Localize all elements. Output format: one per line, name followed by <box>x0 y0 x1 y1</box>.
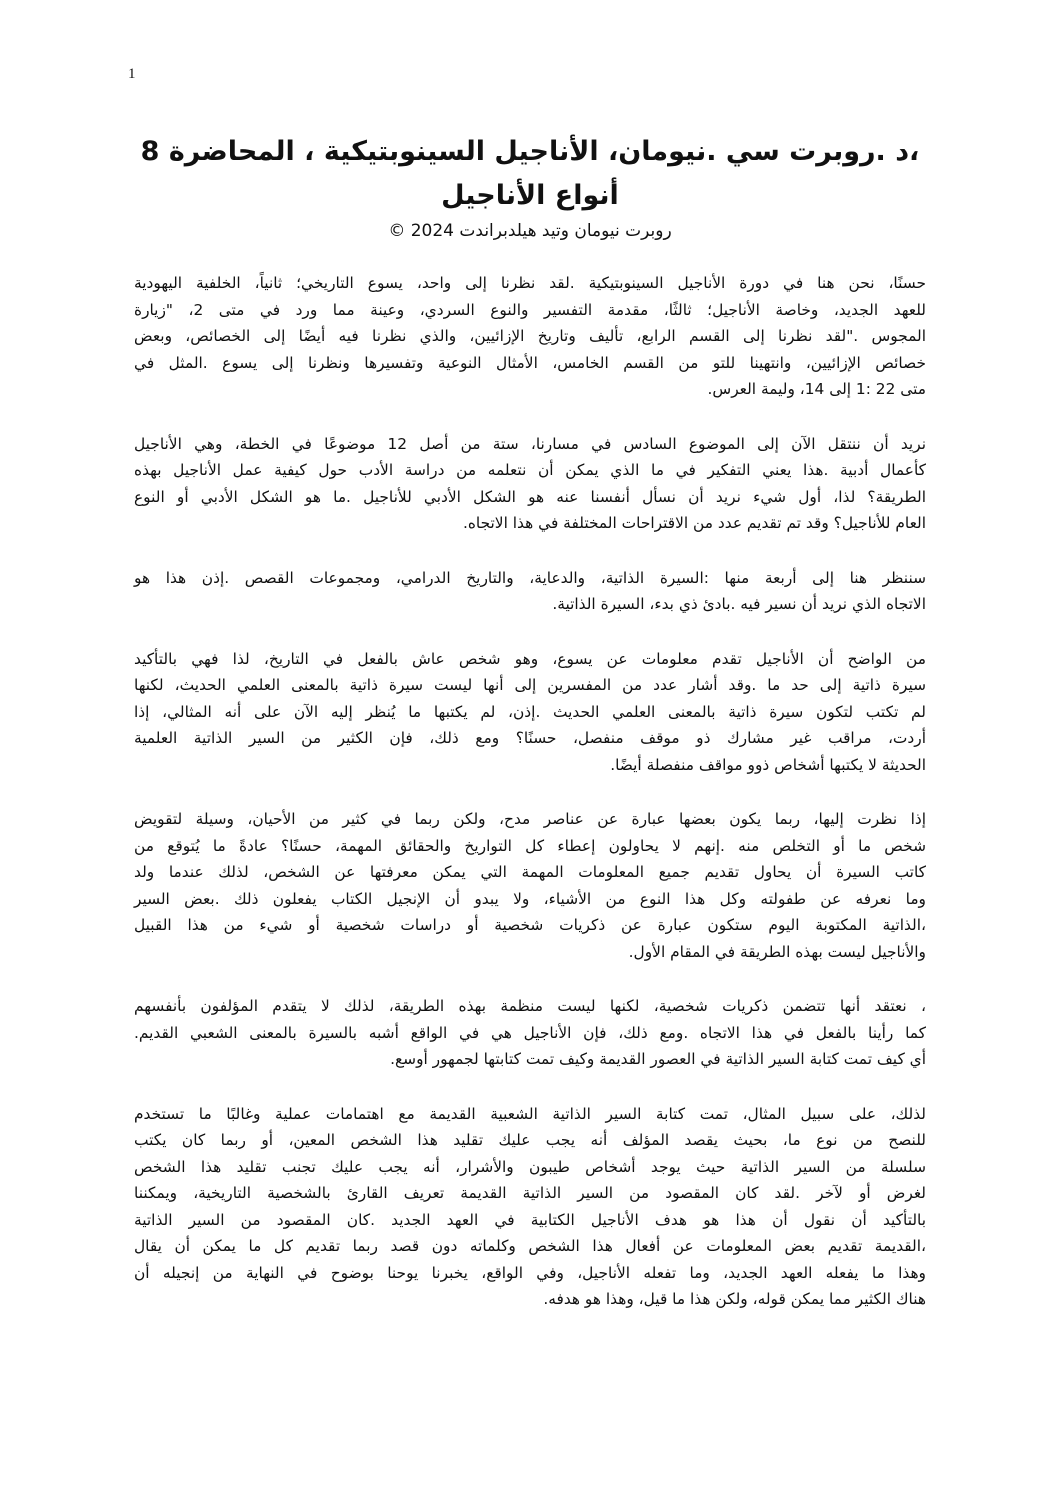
paragraph-line: كما رأينا بالفعل في هذا الاتجاه .ومع ذلك، فإن الأناجيل هي في الواقع أشبه بالسيرة بالمعنى الشعبي القديم. <box>134 1023 926 1042</box>
paragraph <box>134 565 926 618</box>
paragraph-line: خصائص الإزائيين، وانتهينا للتو من القسم الخامس، الأمثال النوعية وتفسيرها ونظرنا إلى يسوع .المثل في <box>134 353 926 372</box>
paragraph-line: سننظر هنا إلى أربعة منها :السيرة الذاتية، والدعاية، والتاريخ الدرامي، ومجموعات القصص .إذن هذا هو <box>134 568 926 587</box>
paragraph-line: كاتب السيرة أن يحاول تقديم جميع المعلومات المهمة التي يمكن معرفتها عن الشخص، لذلك عندما ولد <box>134 863 926 881</box>
paragraph-line: أردت، مراقب غير مشارك ذو موقف منفصل، حسنًا؟ ومع ذلك، فإن الكثير من السير الذاتية العلمية <box>134 729 926 747</box>
paragraph-line: من الواضح أن الأناجيل تقدم معلومات عن يسوع، وهو شخص عاش بالفعل في التاريخ، لذا فهي بالتأكيد <box>134 649 926 668</box>
paragraph-line: حسنًا، نحن هنا في دورة الأناجيل السينوبتيكية .لقد نظرنا إلى واحد، يسوع التاريخي؛ ثانياً، الخلفية اليهودية <box>134 274 926 292</box>
paragraph-line: لذلك، على سبيل المثال، تمت كتابة السير الذاتية الشعبية القديمة مع اهتمامات عملية وغالبًا ما تستخدم <box>134 1104 926 1123</box>
title-line: ،د .روبرت سي .نيومان، الأناجيل السينوبتيكية ، المحاضرة 8 <box>140 136 920 167</box>
copyright-line: روبرت نيومان وتيد هيلدبراندت 2024 © <box>388 221 672 241</box>
paragraph-line: ، نعتقد أنها تتضمن ذكريات شخصية، لكنها ليست منظمة بهذه الطريقة، لذلك لا يتقدم المؤلفون بأنفسهم <box>134 997 926 1015</box>
paragraph-line: أي كيف تمت كتابة السير الذاتية في العصور القديمة وكيف تمت كتابتها لجمهور أوسع. <box>390 1050 926 1068</box>
paragraph-line: سلسلة من السير الذاتية حيث يوجد أشخاص طيبون والأشرار، أنه يجب عليك تجنب تقليد هذا الشخص <box>134 1157 926 1176</box>
paragraph-line: شخص ما أو التخلص منه .إنهم لا يحاولون إعطاء كل التواريخ والحقائق المهمة، حسنًا؟ عادةً ما يُتوقع من <box>134 836 926 855</box>
title-line: أنواع الأناجيل <box>441 180 619 211</box>
paragraph-line: نريد أن ننتقل الآن إلى الموضوع السادس في مسارنا، ستة من أصل 12 موضوعًا في الخطة، وهي الأناجيل <box>134 434 926 453</box>
paragraph-line: للنصح من نوع ما، بحيث يقصد المؤلف أنه يجب عليك تقليد هذا الشخص المعين، أو ربما كان يكتب <box>134 1131 926 1149</box>
paragraph-line: كأعمال أدبية .هذا يعني التفكير في ما الذي يمكن أن نتعلمه من دراسة الأدب حول كيفية عمل الأناجيل بهذه <box>134 461 926 479</box>
paragraph-line: الطريقة؟ لذا، أول شيء نريد أن نسأل أنفسنا عنه هو الشكل الأدبي للأناجيل .ما هو الشكل الأدبي أو النوع <box>134 487 926 506</box>
paragraph-line: هناك الكثير مما يمكن قوله، ولكن هذا ما قيل، وهذا هو هدفه. <box>543 1290 926 1308</box>
paragraph-line: لم تكتب لتكون سيرة ذاتية بالمعنى العلمي الحديث .إذن، لم يكتبها ما يُنظر إليه الآن على أنه المثالي، إذا <box>134 702 926 721</box>
paragraph <box>134 270 926 403</box>
paragraph-line: الاتجاه الذي نريد أن نسير فيه .بادئ ذي بدء، السيرة الذاتية. <box>552 595 926 613</box>
paragraph-line: الحديثة لا يكتبها أشخاص ذوو مواقف منفصلة أيضًا. <box>610 755 926 774</box>
paragraph-line: ،الذاتية المكتوبة اليوم ستكون عبارة عن ذكريات شخصية أو دراسات شخصية أو شيء من هذا القبيل <box>134 916 926 934</box>
document-body <box>134 270 926 1341</box>
paragraph-line: وما نعرفه عن طفولته وكل هذا النوع من الأشياء، ولا يبدو أن الإنجيل الكتاب يفعلون ذلك .بعض السير <box>134 889 926 908</box>
paragraph-line: وهذا ما يفعله العهد الجديد، وما تفعله الأناجيل، وفي الواقع، يخبرنا يوحنا بوضوح في النهاية من إنجيله أن <box>134 1263 926 1282</box>
paragraph-line: العام للأناجيل؟ وقد تم تقديم عدد من الاقتراحات المختلفة في هذا الاتجاه. <box>462 514 926 532</box>
paragraph-line: متى 22 :1 إلى 14، وليمة العرس. <box>707 380 926 398</box>
paragraph-line: والأناجيل ليست بهذه الطريقة في المقام الأول. <box>628 942 926 961</box>
page-number: 1 <box>128 66 136 82</box>
paragraph-line: سيرة ذاتية إلى حد ما .وقد أشار عدد من المفسرين إلى أنها ليست سيرة ذاتية بالمعنى العلمي الحديث، لكنها <box>134 676 926 694</box>
paragraph <box>134 993 926 1073</box>
paragraph-line: المجوس ."لقد نظرنا إلى القسم الرابع، تأليف وتاريخ الإزائيين، والذي نظرنا فيه أيضًا إلى الخصائص، وبعض <box>134 327 926 345</box>
document-title <box>100 130 960 218</box>
paragraph-line: بالتأكيد أن نقول أن هذا هو هدف الأناجيل الكتابية في العهد الجديد .كان المقصود من السير الذاتية <box>134 1210 926 1229</box>
paragraph-line: إذا نظرت إليها، ربما يكون بعضها عبارة عن عناصر مدح، ولكن ربما في كثير من الأحيان، وسيلة لتقويض <box>134 810 926 828</box>
paragraph <box>134 1101 926 1313</box>
paragraph-line: للعهد الجديد، وخاصة الأناجيل؛ ثالثًا، مقدمة التفسير والنوع السردي، وعينة مما ورد في متى 2، "زيارة <box>134 300 926 319</box>
paragraph-line: ،القديمة تقديم بعض المعلومات عن أفعال هذا الشخص وكلماته دون قصد ربما تقديم كل ما يمكن أن يقال <box>134 1237 926 1255</box>
paragraph-line: لغرض أو لآخر .لقد كان المقصود من السير الذاتية القديمة تعريف القارئ بالشخصية التاريخية، ويمكننا <box>134 1184 926 1202</box>
paragraph <box>134 431 926 537</box>
paragraph <box>134 646 926 779</box>
paragraph <box>134 806 926 965</box>
